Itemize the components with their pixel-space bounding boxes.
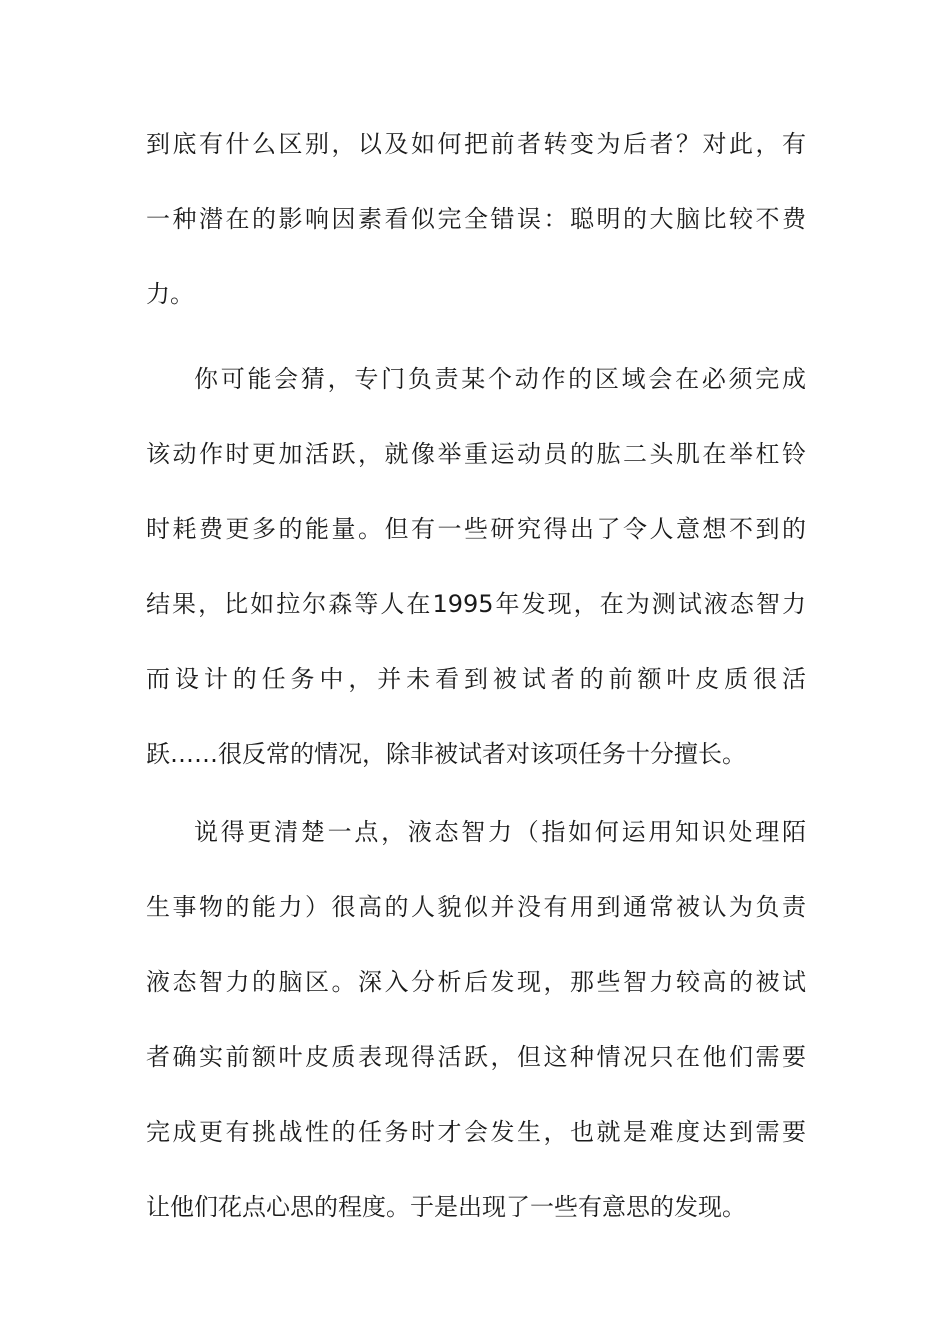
paragraph-1-line-2: 一种潜在的影响因素看似完全错误：聪明的大脑比较不费 <box>146 205 806 233</box>
paragraph-2-line-1: 你可能会猜，专门负责某个动作的区域会在必须完成 <box>194 365 806 393</box>
paragraph-3-line-1: 说得更清楚一点，液态智力（指如何运用知识处理陌 <box>194 818 806 846</box>
paragraph-3-line-6: 让他们花点心思的程度。于是出现了一些有意思的发现。 <box>146 1193 746 1221</box>
paragraph-3-line-4: 者确实前额叶皮质表现得活跃，但这种情况只在他们需要 <box>146 1043 806 1071</box>
paragraph-2-line-5: 而设计的任务中，并未看到被试者的前额叶皮质很活 <box>146 665 806 693</box>
paragraph-2-line-3: 时耗费更多的能量。但有一些研究得出了令人意想不到的 <box>146 515 806 543</box>
paragraph-3-line-3: 液态智力的脑区。深入分析后发现，那些智力较高的被试 <box>146 968 806 996</box>
paragraph-3-line-5: 完成更有挑战性的任务时才会发生，也就是难度达到需要 <box>146 1118 806 1146</box>
paragraph-1-line-3: 力。 <box>146 280 194 308</box>
paragraph-3-line-2: 生事物的能力）很高的人貌似并没有用到通常被认为负责 <box>146 893 806 921</box>
paragraph-2-line-4: 结果，比如拉尔森等人在1995年发现，在为测试液态智力 <box>146 590 806 618</box>
paragraph-2-line-6: 跃……很反常的情况，除非被试者对该项任务十分擅长。 <box>146 740 746 768</box>
paragraph-2-line-2: 该动作时更加活跃，就像举重运动员的肱二头肌在举杠铃 <box>146 440 806 468</box>
paragraph-1-line-1: 到底有什么区别，以及如何把前者转变为后者？对此，有 <box>146 130 806 158</box>
